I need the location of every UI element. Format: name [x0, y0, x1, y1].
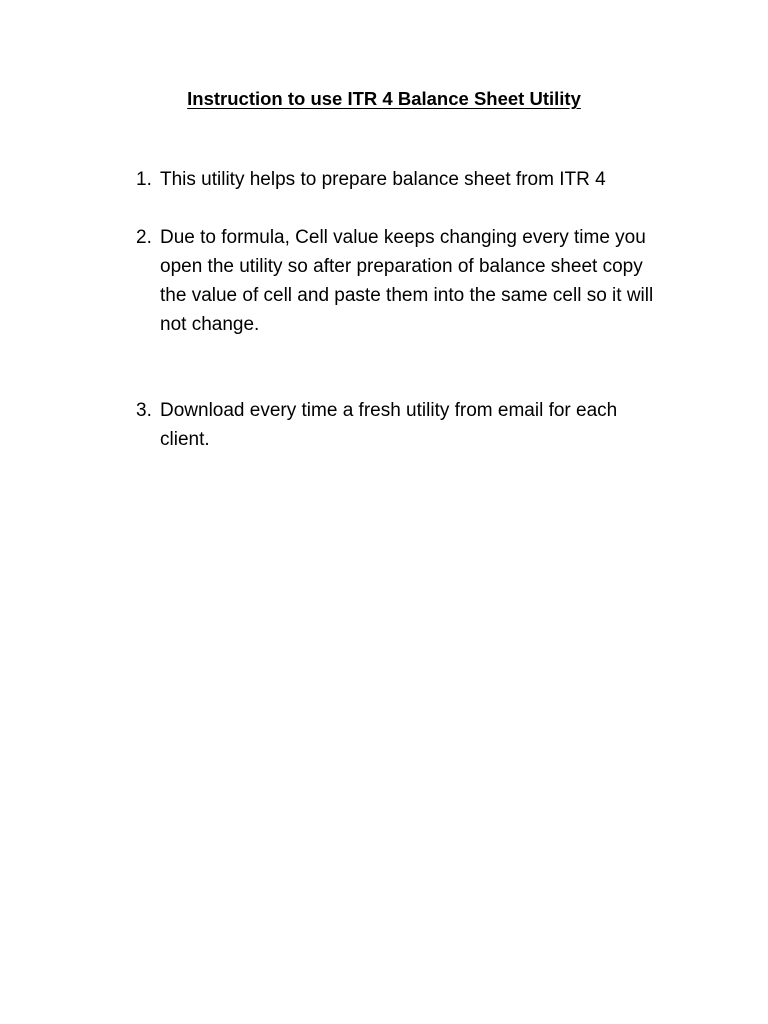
list-item-text: This utility helps to prepare balance sheet from ITR 4	[160, 169, 606, 190]
list-item	[136, 223, 656, 339]
list-item	[136, 165, 656, 194]
list-item-number: 3.	[136, 400, 152, 421]
list-item-text: Due to formula, Cell value keeps changing every time you open the utility so after preparation of balance sheet copy the value of cell and paste them into the same cell so it will not change.	[160, 227, 654, 335]
document-title: Instruction to use ITR 4 Balance Sheet Utility	[187, 88, 581, 109]
list-item	[136, 396, 656, 454]
list-item-number: 2.	[136, 227, 152, 248]
list-item-text: Download every time a fresh utility from email for each client.	[160, 400, 618, 450]
list-item-number: 1.	[136, 169, 152, 190]
